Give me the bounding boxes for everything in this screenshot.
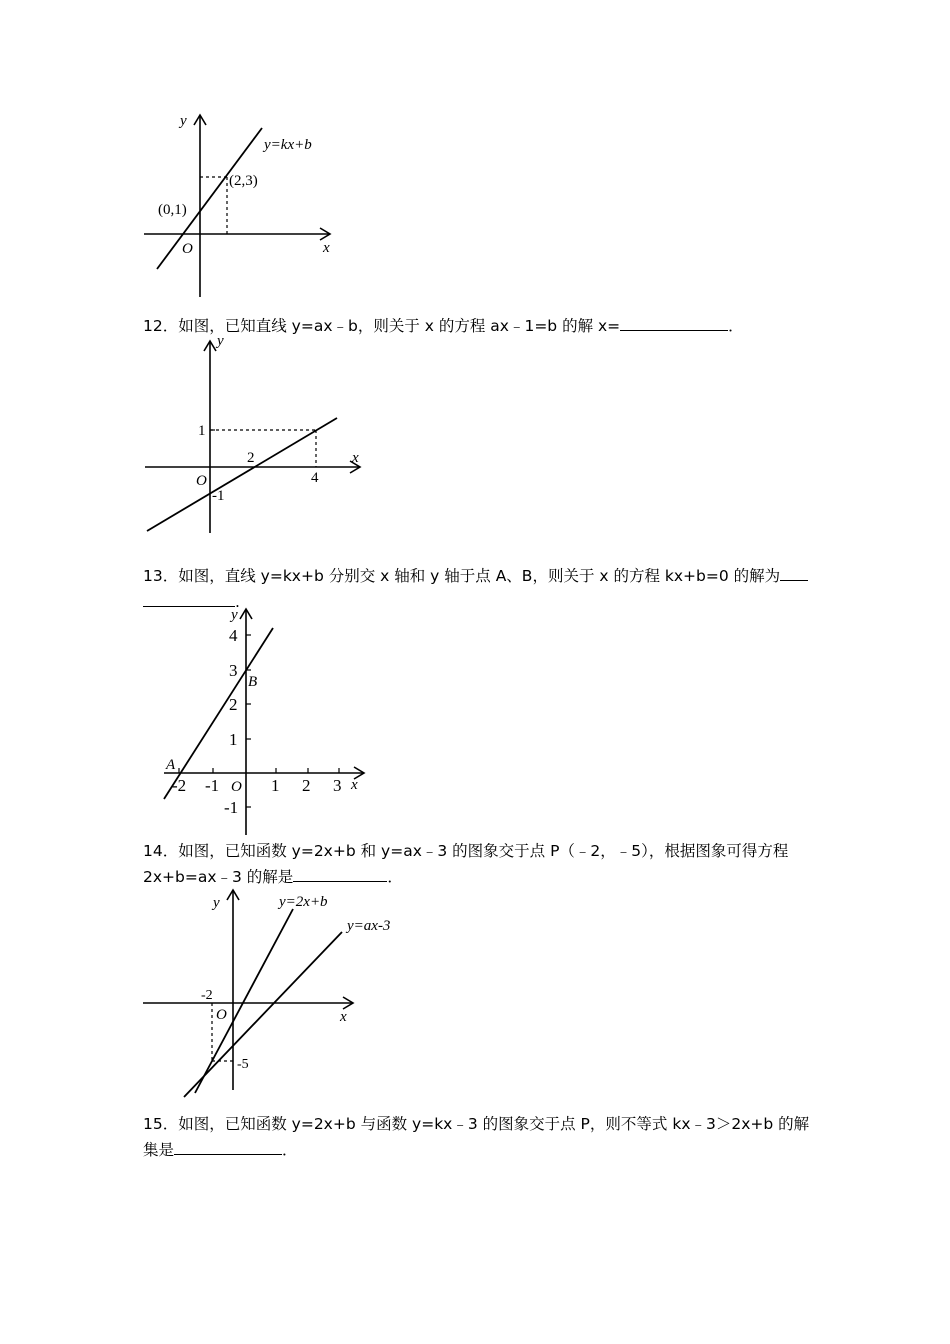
tick-label-y1: 1 — [198, 423, 206, 439]
y-label: y — [231, 607, 238, 623]
x-tick-neg2: -2 — [172, 776, 187, 795]
line-kx-b — [157, 128, 262, 269]
point-a-label: A — [166, 757, 176, 773]
q13-number: 13． — [143, 567, 179, 585]
q14-text: 如图，已知函数 y=2x+b 和 y=ax﹣3 的图象交于点 P（﹣2，﹣5），根据图象可得方程 2x+b=ax﹣3 的解是 — [143, 842, 789, 886]
line2-label: y=ax-3 — [347, 918, 391, 934]
origin-label: O — [231, 779, 242, 795]
line-ax-3 — [184, 932, 342, 1097]
tick-label-yneg5: -5 — [237, 1057, 249, 1072]
x-label: x — [352, 450, 359, 466]
q13-text: 如图，直线 y=kx+b 分别交 x 轴和 y 轴于点 A、B，则关于 x 的方程 kx+b=0 的解为 — [178, 567, 781, 585]
x-tick-neg1: -1 — [205, 776, 220, 795]
q15-end: ． — [282, 1141, 298, 1159]
q15-text: 如图，已知函数 y=2x+b 与函数 y=kx﹣3 的图象交于点 P，则不等式 kx﹣3＞2x+b 的解集是 — [143, 1115, 810, 1159]
q14-end: ． — [387, 868, 403, 886]
point-b-label: B — [248, 674, 258, 690]
q13-end: . — [235, 593, 240, 611]
q14-answer-blank[interactable] — [293, 865, 387, 882]
y-tick-4: 4 — [229, 626, 238, 645]
tick-label-xneg2: -2 — [201, 988, 213, 1003]
q12-end: ． — [728, 317, 744, 335]
q15-answer-blank[interactable] — [174, 1138, 282, 1155]
tick-label-x2: 2 — [247, 450, 255, 466]
figure-q11 — [140, 105, 340, 305]
question-14 — [143, 838, 823, 890]
q15-number: 15． — [143, 1115, 179, 1133]
y-tick-3: 3 — [229, 661, 238, 680]
x-label: x — [351, 777, 358, 793]
y-tick-neg1: -1 — [224, 798, 239, 817]
y-label: y — [217, 333, 224, 349]
q14-number: 14． — [143, 842, 179, 860]
origin-label: O — [216, 1007, 227, 1023]
y-label: y — [180, 113, 187, 129]
line-ax-b — [147, 418, 337, 531]
question-15 — [143, 1111, 823, 1163]
q12-number: 12． — [143, 317, 179, 335]
figure-q13 — [150, 603, 380, 843]
point-label-2-3: (2,3) — [229, 173, 258, 189]
y-tick-1: 1 — [229, 730, 238, 749]
figure-q12 — [140, 335, 380, 535]
line-label: y=kx+b — [264, 137, 312, 153]
x-tick-3: 3 — [333, 776, 342, 795]
x-tick-2: 2 — [302, 776, 311, 795]
tick-label-yneg1: -1 — [212, 488, 225, 504]
y-tick-2: 2 — [229, 695, 238, 714]
tick-label-x4: 4 — [311, 470, 319, 486]
x-label: x — [340, 1009, 347, 1025]
q12-answer-blank[interactable] — [620, 314, 728, 331]
q12-text: 如图，已知直线 y=ax﹣b，则关于 x 的方程 ax﹣1=b 的解 x= — [178, 317, 621, 335]
q13-answer-blank-1[interactable] — [780, 564, 808, 581]
origin-label: O — [182, 241, 193, 257]
figure-q14 — [140, 885, 410, 1100]
x-label: x — [323, 240, 330, 256]
y-label: y — [213, 895, 220, 911]
x-tick-1: 1 — [271, 776, 280, 795]
line1-label: y=2x+b — [279, 894, 328, 910]
point-label-0-1: (0,1) — [158, 202, 187, 218]
origin-label: O — [196, 473, 207, 489]
